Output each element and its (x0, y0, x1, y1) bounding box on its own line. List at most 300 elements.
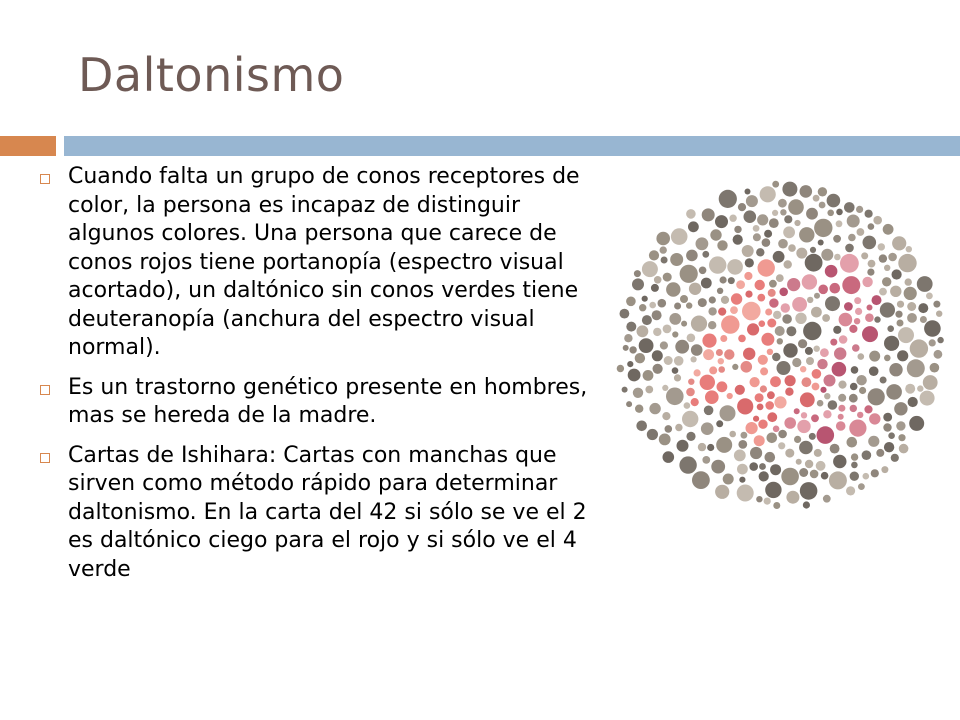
plate-dot (858, 483, 865, 490)
plate-dot (799, 441, 813, 455)
plate-dot (718, 308, 726, 316)
plate-dot (639, 338, 654, 353)
plate-dot (839, 313, 853, 327)
plate-dot (821, 249, 833, 261)
plate-dot (633, 388, 643, 398)
plate-dot (908, 397, 918, 407)
plate-dot (769, 280, 777, 288)
plate-dot (863, 236, 877, 250)
plate-dot (817, 400, 824, 407)
plate-dot (742, 245, 754, 257)
plate-dot (854, 297, 861, 304)
plate-dot (880, 302, 895, 317)
plate-dot (629, 346, 636, 353)
plate-dot (817, 426, 835, 444)
plate-dot (920, 391, 935, 406)
plate-dot (757, 404, 764, 411)
plate-dot (884, 355, 891, 362)
plate-dot (737, 485, 754, 502)
plate-dot (825, 296, 840, 311)
plate-dot (814, 346, 820, 352)
plate-dot (778, 199, 787, 208)
plate-dot (617, 365, 624, 372)
plate-dot (785, 449, 794, 458)
plate-dot (891, 454, 899, 462)
plate-dot (635, 353, 645, 363)
plate-dot (691, 316, 707, 332)
plate-dot (822, 314, 830, 322)
plate-dot (934, 350, 943, 359)
plate-dot (769, 298, 778, 307)
plate-dot (800, 185, 813, 198)
plate-dot (855, 308, 862, 315)
plate-dot (737, 398, 753, 414)
bullet-text: Cartas de Ishihara: Cartas con manchas que sirven como método rápido para determinar daltonismo. En la carta del 42 si sólo se ve el 2 es daltónico ciego para el rojo y si sólo ve el 4 verde (68, 442, 587, 582)
plate-dot (679, 456, 696, 473)
plate-dot (688, 379, 694, 385)
plate-dot (669, 313, 681, 325)
plate-dot (721, 315, 739, 333)
plate-dot (833, 235, 841, 243)
plate-dot (689, 283, 701, 295)
plate-dot (820, 387, 826, 393)
plate-dot (897, 301, 904, 308)
plate-dot (666, 388, 684, 406)
plate-dot (684, 402, 691, 409)
plate-dot (765, 452, 776, 463)
plate-dot (767, 391, 775, 399)
plate-dot (765, 401, 774, 410)
plate-dot (758, 355, 768, 365)
plate-dot (825, 265, 838, 278)
plate-dot (864, 405, 872, 413)
plate-dot (846, 486, 855, 495)
plate-dot (645, 386, 653, 394)
plate-dot (892, 236, 906, 250)
plate-dot (898, 254, 916, 272)
plate-dot (800, 392, 815, 407)
plate-dot (785, 375, 796, 386)
plate-dot (660, 246, 667, 253)
plate-dot (926, 293, 933, 300)
plate-dot (716, 349, 723, 356)
plate-dot (868, 260, 876, 268)
plate-dot (732, 364, 738, 370)
plate-dot (626, 322, 636, 332)
plate-dot (802, 377, 812, 387)
plate-dot (857, 412, 863, 418)
plate-dot (785, 388, 793, 396)
plate-dot (773, 426, 780, 433)
plate-dot (872, 295, 882, 305)
plate-dot (844, 302, 853, 311)
plate-dot (696, 237, 709, 250)
plate-dot (711, 460, 725, 474)
plate-dot (664, 356, 673, 365)
plate-dot (733, 235, 743, 245)
plate-dot (816, 461, 826, 471)
plate-dot (750, 447, 762, 459)
plate-dot (814, 219, 832, 237)
plate-dot (672, 367, 679, 374)
plate-dot (639, 304, 646, 311)
plate-dot (782, 182, 797, 197)
plate-dot (687, 334, 696, 343)
plate-dot (788, 199, 804, 215)
plate-dot (632, 278, 644, 290)
hollow-square-bullet-icon (40, 174, 50, 184)
plate-dot (898, 434, 905, 441)
plate-dot (721, 296, 729, 304)
plate-dot (889, 363, 902, 376)
plate-dot (767, 349, 773, 355)
plate-dot (784, 417, 796, 429)
plate-dot (836, 421, 846, 431)
plate-dot (666, 282, 680, 296)
plate-dot (786, 326, 796, 336)
plate-dot (859, 387, 866, 394)
plate-dot (699, 267, 707, 275)
plate-dot (718, 358, 724, 364)
plate-dot (892, 269, 902, 279)
plate-dot (723, 474, 734, 485)
plate-dot (833, 455, 846, 468)
plate-dot (817, 359, 827, 369)
plate-dot (796, 459, 802, 465)
plate-dot (871, 469, 879, 477)
plate-dot (801, 412, 807, 418)
plate-dot (895, 311, 902, 318)
plate-dot (867, 305, 873, 311)
plate-dot (883, 423, 891, 431)
plate-dot (879, 288, 887, 296)
plate-dot (772, 353, 780, 361)
plate-dot (777, 338, 783, 344)
plate-dot (829, 471, 847, 489)
plate-dot (930, 363, 940, 373)
plate-dot (756, 248, 764, 256)
plate-dot (724, 349, 734, 359)
plate-dot (764, 498, 771, 505)
plate-dot (738, 203, 746, 211)
plate-dot (857, 228, 865, 236)
plate-dot (674, 303, 681, 310)
bullet-item (34, 442, 594, 585)
plate-dot (781, 468, 799, 486)
plate-dot (658, 299, 667, 308)
plate-dot (770, 464, 781, 475)
plate-dot (777, 361, 791, 375)
plate-dot (936, 311, 942, 317)
plate-dot (856, 375, 866, 385)
plate-dot (823, 495, 831, 503)
plate-dot (898, 327, 914, 343)
plate-dot (626, 297, 636, 307)
plate-dot (765, 309, 772, 316)
plate-dot (838, 405, 845, 412)
plate-dot (729, 431, 736, 438)
plate-dot (675, 424, 682, 431)
plate-dot (680, 265, 698, 283)
plate-dot (662, 412, 670, 420)
bullet-text: Cuando falta un grupo de conos receptores de color, la persona es incapaz de distinguir algunos colores. Una persona que carece de conos rojos tiene portanopía (espectro visual acortado), un daltónico sin conos verdes tiene deuteranopía (anchura del espectro visual normal). (68, 164, 580, 360)
plate-dot (772, 210, 778, 216)
plate-dot (773, 311, 781, 319)
plate-dot (680, 295, 688, 303)
plate-dot (884, 442, 894, 452)
plate-dot (760, 385, 767, 392)
plate-dot (929, 339, 936, 346)
plate-dot (767, 433, 778, 444)
plate-dot (842, 276, 860, 294)
plate-dot (834, 347, 846, 359)
accent-bar-blue (64, 136, 960, 156)
plate-dot (813, 195, 820, 202)
plate-dot (897, 350, 908, 361)
plate-dot (800, 366, 806, 372)
plate-dot (850, 383, 858, 391)
bullet-list (34, 163, 594, 595)
plate-dot (884, 265, 890, 271)
plate-dot (780, 209, 786, 215)
plate-dot (888, 432, 895, 439)
plate-dot (730, 306, 738, 314)
plate-dot (728, 277, 735, 284)
plate-dot (937, 337, 943, 343)
plate-dot (622, 387, 628, 393)
plate-dot (719, 190, 737, 208)
plate-dot (827, 194, 841, 208)
plate-dot (653, 364, 663, 374)
plate-dot (869, 351, 880, 362)
plate-dot (705, 390, 719, 404)
plate-dot (691, 356, 697, 362)
plate-dot (674, 374, 681, 381)
plate-dot (634, 270, 641, 277)
plate-dot (797, 420, 810, 433)
plate-dot (720, 405, 736, 421)
plate-dot (792, 297, 807, 312)
plate-dot (883, 224, 894, 235)
plate-dot (694, 369, 701, 376)
plate-dot (661, 257, 668, 264)
plate-dot (824, 375, 836, 387)
plate-dot (686, 388, 695, 397)
plate-dot (753, 233, 761, 241)
plate-dot (686, 302, 692, 308)
plate-dot (720, 276, 727, 283)
plate-dot (649, 403, 660, 414)
plate-dot (840, 254, 859, 273)
plate-dot (787, 278, 800, 291)
plate-dot (758, 259, 775, 276)
plate-dot (739, 477, 745, 483)
plate-dot (767, 412, 777, 422)
plate-dot (671, 228, 688, 245)
plate-dot (717, 288, 723, 294)
plate-dot (635, 405, 643, 413)
plate-dot (759, 320, 766, 327)
plate-dot (717, 381, 728, 392)
plate-dot (663, 325, 672, 334)
plate-dot (838, 414, 844, 420)
plate-dot (637, 325, 649, 337)
plate-dot (759, 471, 769, 481)
accent-bar-orange (0, 136, 56, 156)
plate-dot (677, 440, 689, 452)
plate-dot (708, 307, 716, 315)
plate-dot (800, 482, 818, 500)
plate-dot (812, 369, 822, 379)
plate-dot (803, 501, 810, 508)
plate-dot (907, 313, 917, 323)
plate-dot (805, 460, 813, 468)
plate-dot (861, 252, 868, 259)
plate-dot (774, 396, 786, 408)
plate-dot (642, 261, 658, 277)
plate-dot (917, 385, 923, 391)
plate-dot (755, 280, 765, 290)
bullet-item (34, 374, 594, 431)
plate-dot (656, 232, 670, 246)
plate-dot (874, 316, 880, 322)
plate-dot (851, 462, 858, 469)
plate-dot (838, 394, 846, 402)
plate-dot (623, 345, 629, 351)
plate-dot (811, 307, 822, 318)
plate-dot (830, 339, 837, 346)
plate-dot (764, 230, 772, 238)
plate-dot (642, 315, 652, 325)
plate-dot (788, 244, 796, 252)
plate-dot (651, 284, 659, 292)
plate-dot (849, 394, 858, 403)
plate-dot (905, 278, 912, 285)
plate-dot (757, 294, 765, 302)
plate-dot (754, 435, 765, 446)
ishihara-plate-image (605, 174, 955, 524)
plate-dot (753, 225, 760, 232)
plate-dot (794, 436, 801, 443)
plate-dot (795, 313, 806, 324)
plate-dot (663, 451, 675, 463)
plate-dot (862, 277, 872, 287)
plate-dot (776, 274, 784, 282)
plate-dot (663, 273, 672, 282)
plate-dot (768, 289, 776, 297)
plate-dot (879, 254, 887, 262)
plate-dot (888, 253, 897, 262)
plate-dot (708, 321, 716, 329)
plate-dot (858, 353, 865, 360)
plate-dot (709, 296, 716, 303)
plate-dot (810, 247, 816, 253)
plate-dot (811, 414, 819, 422)
plate-dot (701, 278, 712, 289)
plate-dot (806, 357, 814, 365)
plate-dot (627, 361, 633, 367)
plate-dot (778, 442, 785, 449)
plate-dot (761, 333, 774, 346)
plate-dot (738, 335, 746, 343)
plate-dot (883, 413, 892, 422)
plate-dot (672, 331, 678, 337)
plate-dot (924, 320, 941, 337)
plate-dot (849, 325, 857, 333)
plate-dot (824, 393, 830, 399)
plate-dot (700, 375, 715, 390)
plate-dot (905, 384, 915, 394)
plate-dot (674, 356, 684, 366)
plate-dot (642, 296, 648, 302)
plate-dot (675, 340, 689, 354)
plate-dot (851, 453, 858, 460)
plate-dot (830, 444, 840, 454)
plate-dot (741, 361, 753, 373)
plate-dot (686, 209, 696, 219)
bullet-item (34, 163, 594, 363)
plate-dot (716, 420, 723, 427)
plate-dot (703, 349, 714, 360)
plate-dot (775, 326, 785, 336)
plate-dot (660, 341, 668, 349)
plate-dot (878, 243, 885, 250)
plate-dot (784, 260, 792, 268)
plate-dot (809, 433, 816, 440)
plate-dot (626, 401, 632, 407)
plate-dot (865, 210, 873, 218)
plate-dot (869, 413, 880, 424)
plate-dot (923, 375, 938, 390)
plate-dot (686, 432, 695, 441)
plate-dot (691, 398, 699, 406)
plate-dot (802, 274, 817, 289)
plate-dot (770, 376, 781, 387)
plate-dot (745, 258, 754, 267)
plate-dot (868, 436, 879, 447)
plate-dot (767, 319, 776, 328)
plate-dot (744, 272, 752, 280)
plate-dot (868, 223, 875, 230)
plate-dot (692, 471, 710, 489)
plate-dot (851, 366, 859, 374)
plate-dot (746, 195, 758, 207)
plate-dot (717, 240, 727, 250)
plate-dot (917, 276, 933, 292)
plate-dot (709, 366, 717, 374)
plate-dot (783, 226, 795, 238)
plate-dot (865, 313, 874, 322)
plate-dot (896, 421, 905, 430)
plate-dot (805, 347, 813, 355)
hollow-square-bullet-icon (40, 385, 50, 395)
plate-dot (873, 216, 882, 225)
plate-dot (807, 297, 813, 303)
plate-dot (910, 339, 928, 357)
plate-dot (702, 456, 710, 464)
plate-dot (849, 420, 866, 437)
plate-dot (773, 251, 785, 263)
hollow-square-bullet-icon (40, 453, 50, 463)
plate-dot (715, 485, 729, 499)
plate-dot (882, 277, 891, 286)
plate-dot (918, 303, 928, 313)
plate-dot (847, 215, 860, 228)
plate-dot (681, 321, 687, 327)
plate-dot (818, 285, 828, 295)
plate-dot (759, 463, 766, 470)
plate-dot (830, 283, 841, 294)
